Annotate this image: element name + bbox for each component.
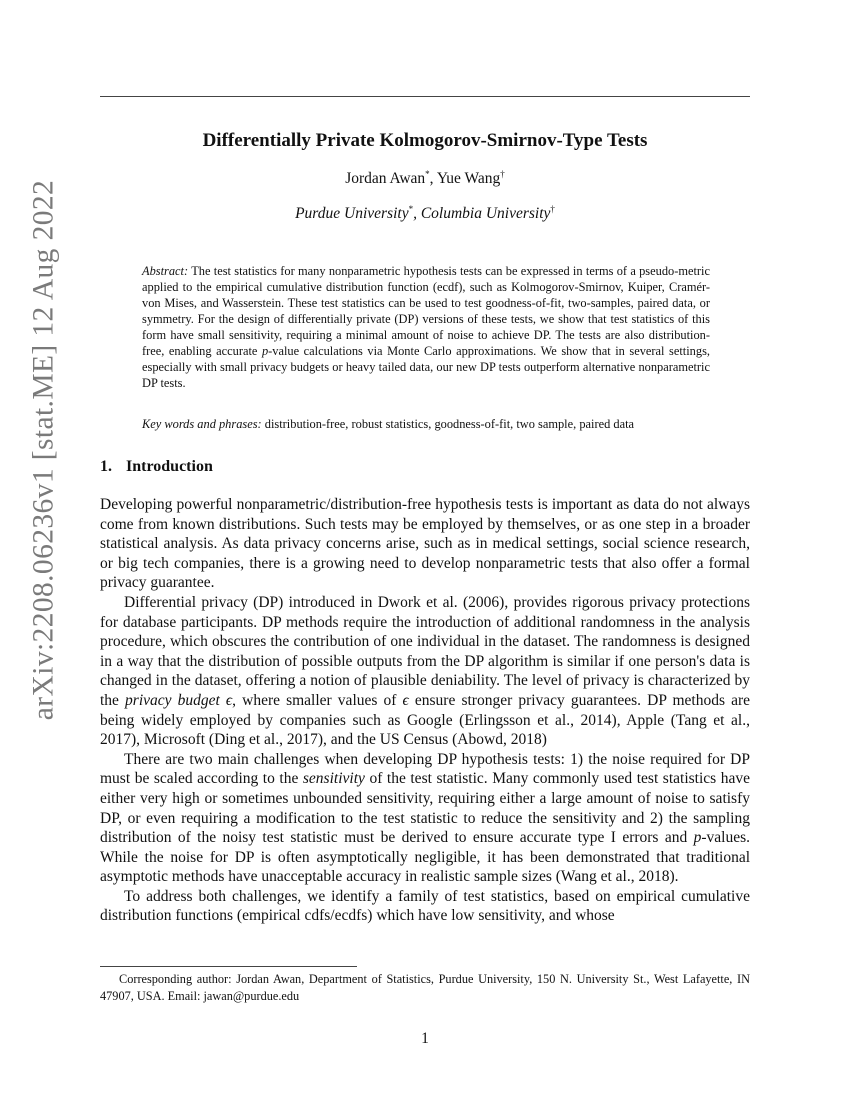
keywords-text: distribution-free, robust statistics, goodness-of-fit, two sample, paired data bbox=[264, 417, 635, 431]
author-awan: Jordan Awan bbox=[345, 170, 426, 188]
paragraph-4: To address both challenges, we identify a family of test statistics, based on empirical cumulative distribution functions (empirical cdfs/ecdfs) which have low sensitivity, and whose bbox=[100, 887, 750, 925]
paragraph-2-text-c: ensure stronger privacy guarantees. DP methods are being widely employed by companies such as Google (Erlingsson et al., 2014), Apple (Tang et al., 2017), Microsoft (Ding et al., 2017), and the US Census (Abowd, 2018) bbox=[100, 691, 751, 749]
epsilon-symbol: ϵ bbox=[402, 691, 409, 709]
paragraph-2 bbox=[100, 593, 750, 750]
affiliation-purdue: Purdue University bbox=[295, 205, 409, 223]
p-symbol: p bbox=[693, 829, 702, 847]
abstract-p-symbol: p bbox=[261, 344, 269, 358]
paragraph-3-text-b: of the test statistic. Many commonly used test statistics have either very high or sometimes unbounded sensitivity, requiring either a large amount of noise to satisfy DP, or even requiring a modification to the test statistic to reduce the sensitivity and 2) the sampling distribution of the noisy test statistic must be derived to ensure accurate type I errors and bbox=[100, 770, 750, 847]
header-rule bbox=[100, 96, 750, 97]
author-line bbox=[100, 169, 750, 188]
abstract-text-1: The test statistics for many nonparametric hypothesis tests can be expressed in terms of a pseudo-metric applied to the empirical cumulative distribution function (ecdf), such as Kolmogorov-Smirnov, Kuiper, Cramér-von Mises, and Wasserstein. These test statistics can be used to test goodness-of-fit, two-samples, paired data, or symmetry. For the design of differentially private (DP) versions of these tests, we show that test statistics of this form have small sensitivity, requiring a minimal amount of noise to achieve DP. The tests are also distribution-free, enabling accurate bbox=[142, 264, 710, 358]
paragraph-3-text-a: There are two main challenges when developing DP hypothesis tests: 1) the noise required for DP must be scaled according to the bbox=[100, 750, 750, 788]
affiliation-line bbox=[100, 204, 750, 223]
section-number: 1. bbox=[100, 458, 112, 475]
affiliation-columbia-mark: † bbox=[550, 204, 555, 214]
affiliation-columbia: Columbia University bbox=[420, 205, 551, 223]
paper-title: Differentially Private Kolmogorov-Smirnov-Type Tests bbox=[202, 130, 648, 151]
paragraph-1: Developing powerful nonparametric/distribution-free hypothesis tests is important as data do not always come from known distributions. Such tests may be employed by themselves, or as one step in a broader statistical analysis. As data privacy concerns arise, such as in medical settings, social science research, or big tech companies, there is a growing need to develop nonparametric tests that also offer a formal privacy guarantee. bbox=[100, 496, 750, 592]
keywords bbox=[142, 417, 710, 432]
introduction-body bbox=[100, 495, 750, 926]
page-number: 1 bbox=[421, 1030, 429, 1047]
affiliation-purdue-mark: * bbox=[408, 204, 414, 214]
paragraph-3-text-c: -values. While the noise for DP is often asymptotically negligible, it has been demonstrated that traditional asymptotic methods have unacceptable accuracy in realistic sample sizes (Wang et al., 2018). bbox=[100, 829, 751, 886]
paragraph-3 bbox=[100, 750, 750, 887]
section-title: Introduction bbox=[126, 458, 213, 475]
author-wang-mark: † bbox=[500, 169, 505, 179]
paragraph-2-text-b: , where smaller values of bbox=[232, 691, 397, 709]
affiliation-separator: , bbox=[413, 205, 421, 223]
arxiv-identifier: arXiv:2208.06236v1 [stat.ME] 12 Aug 2022 bbox=[27, 179, 60, 721]
keywords-label: Key words and phrases: bbox=[142, 417, 262, 431]
author-awan-mark: * bbox=[425, 169, 430, 179]
author-wang: Yue Wang bbox=[436, 170, 501, 188]
abstract bbox=[142, 263, 710, 391]
paragraph-2-text-a: Differential privacy (DP) introduced in Dwork et al. (2006), provides rigorous privacy protections for database participants. DP methods require the introduction of additional randomness in the analysis procedure, which obscures the contribution of one individual in the dataset. The randomness is designed in a way that the distribution of possible outputs from the DP algorithm is similar if one person's data is changed in the dataset, offering a notion of plausible deniability. The level of privacy is characterized by the bbox=[100, 593, 750, 709]
section-heading bbox=[100, 458, 213, 476]
footnote-rule bbox=[100, 966, 357, 967]
author-separator: , bbox=[429, 170, 437, 188]
footnote: Corresponding author: Jordan Awan, Department of Statistics, Purdue University, 150 N. University St., West Lafayette, IN 47907, USA. Email: jawan@purdue.edu bbox=[100, 972, 750, 1003]
abstract-text-2: -value calculations via Monte Carlo approximations. We show that in several settings, especially with small privacy budgets or heavy tailed data, our new DP tests outperform alternative nonparametric DP tests. bbox=[142, 344, 710, 390]
privacy-budget-term: privacy budget ϵ bbox=[125, 691, 233, 709]
abstract-label: Abstract: bbox=[142, 264, 189, 278]
sensitivity-term: sensitivity bbox=[302, 770, 365, 788]
